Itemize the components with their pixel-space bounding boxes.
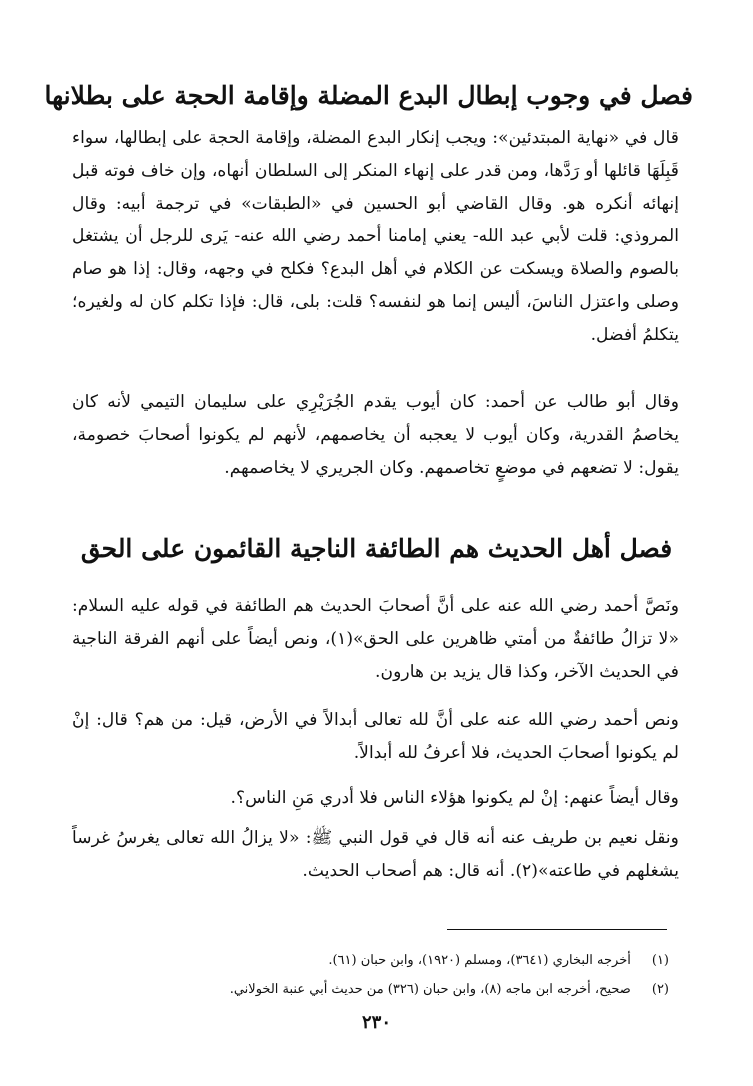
footnote-number: (١)	[651, 953, 669, 968]
footnote	[72, 975, 669, 1004]
paragraph: وقال أيضاً عنهم: إنْ لم يكونوا هؤلاء الناس فلا أدري مَنِ الناس؟.	[230, 788, 679, 808]
paragraph: ونقل نعيم بن طريف عنه أنه قال في قول النبي ﷺ: «لا يزالُ الله تعالى يغرسُ غرساً يشغلهم في طاعته»(٢). أنه قال: هم أصحاب الحديث.	[72, 828, 679, 881]
page-number: ٢٣٠	[361, 1012, 391, 1033]
section-heading-2: فصل أهل الحديث هم الطائفة الناجية القائمون على الحق	[80, 534, 673, 563]
footnote-text: صحيح، أخرجه ابن ماجه (٨)، وابن حبان (٣٢٦) من حديث أبي عنبة الخولاني.	[229, 982, 631, 997]
footnote-text: أخرجه البخاري (٣٦٤١)، ومسلم (١٩٢٠)، وابن حبان (٦١).	[328, 953, 631, 968]
paragraph: ونص أحمد رضي الله عنه على أنَّ لله تعالى أبدالاً في الأرض، قيل: من هم؟ قال: إنْ لم يكونوا أصحابَ الحديث، فلا أعرفُ لله أبدالاً.	[72, 710, 679, 763]
section-2-body-3	[72, 782, 679, 815]
footnotes	[72, 946, 669, 1004]
section-2-body-2	[72, 704, 679, 770]
paragraph: قال في «نهاية المبتدئين»: ويجب إنكار البدع المضلة، وإقامة الحجة على إبطالها، سواء قَبِلَهَا قائلها أو رَدَّها، ومن قدر على إنهاء المنكر إلى السلطان أنهاه، وإن خاف فوته قبل إنهائه أنكره هو. وقال القاضي أبو الحسين في «الطبقات» في ترجمة أبيه: وقال المروذي: قلت لأبي عبد الله- يعني إمامنا أحمد رضي الله عنه- يَرى للرجل أن يشتغل بالصوم والصلاة ويسكت عن الكلام في أهل البدع؟ فكلح في وجهه، وقال: إذا هو صام وصلى واعتزل الناسَ، أليس إنما هو لنفسه؟ قلت: بلى، قال: فإذا تكلم كان له ولغيره؛ يتكلمُ أفضل.	[72, 128, 679, 345]
footnote-number: (٢)	[651, 982, 669, 997]
section-2-body-4	[72, 822, 679, 888]
section-1-body	[72, 122, 679, 352]
footnote	[72, 946, 669, 975]
footnote-divider	[447, 929, 667, 930]
section-2-body	[72, 590, 679, 688]
section-heading-1: فصل في وجوب إبطال البدع المضلة وإقامة الحجة على بطلانها	[44, 81, 693, 110]
paragraph: وقال أبو طالب عن أحمد: كان أيوب يقدم الجُرَيْرِي على سليمان التيمي لأنه كان يخاصمُ القدرية، وكان أيوب لا يعجبه أن يخاصمهم، لأنهم لم يكونوا أصحابَ خصومة، يقول: لا تضعهم في موضعٍ تخاصمهم. وكان الجريري لا يخاصمهم.	[72, 392, 679, 478]
paragraph: ونَصَّ أحمد رضي الله عنه على أنَّ أصحابَ الحديث هم الطائفة في قوله عليه السلام: «لا تزالُ طائفةٌ من أمتي ظاهرين على الحق»(١)، ونص أيضاً على أنهم الفرقة الناجية في الحديث الآخر، وكذا قال يزيد بن هارون.	[72, 596, 680, 682]
section-1-body-2	[72, 386, 679, 484]
